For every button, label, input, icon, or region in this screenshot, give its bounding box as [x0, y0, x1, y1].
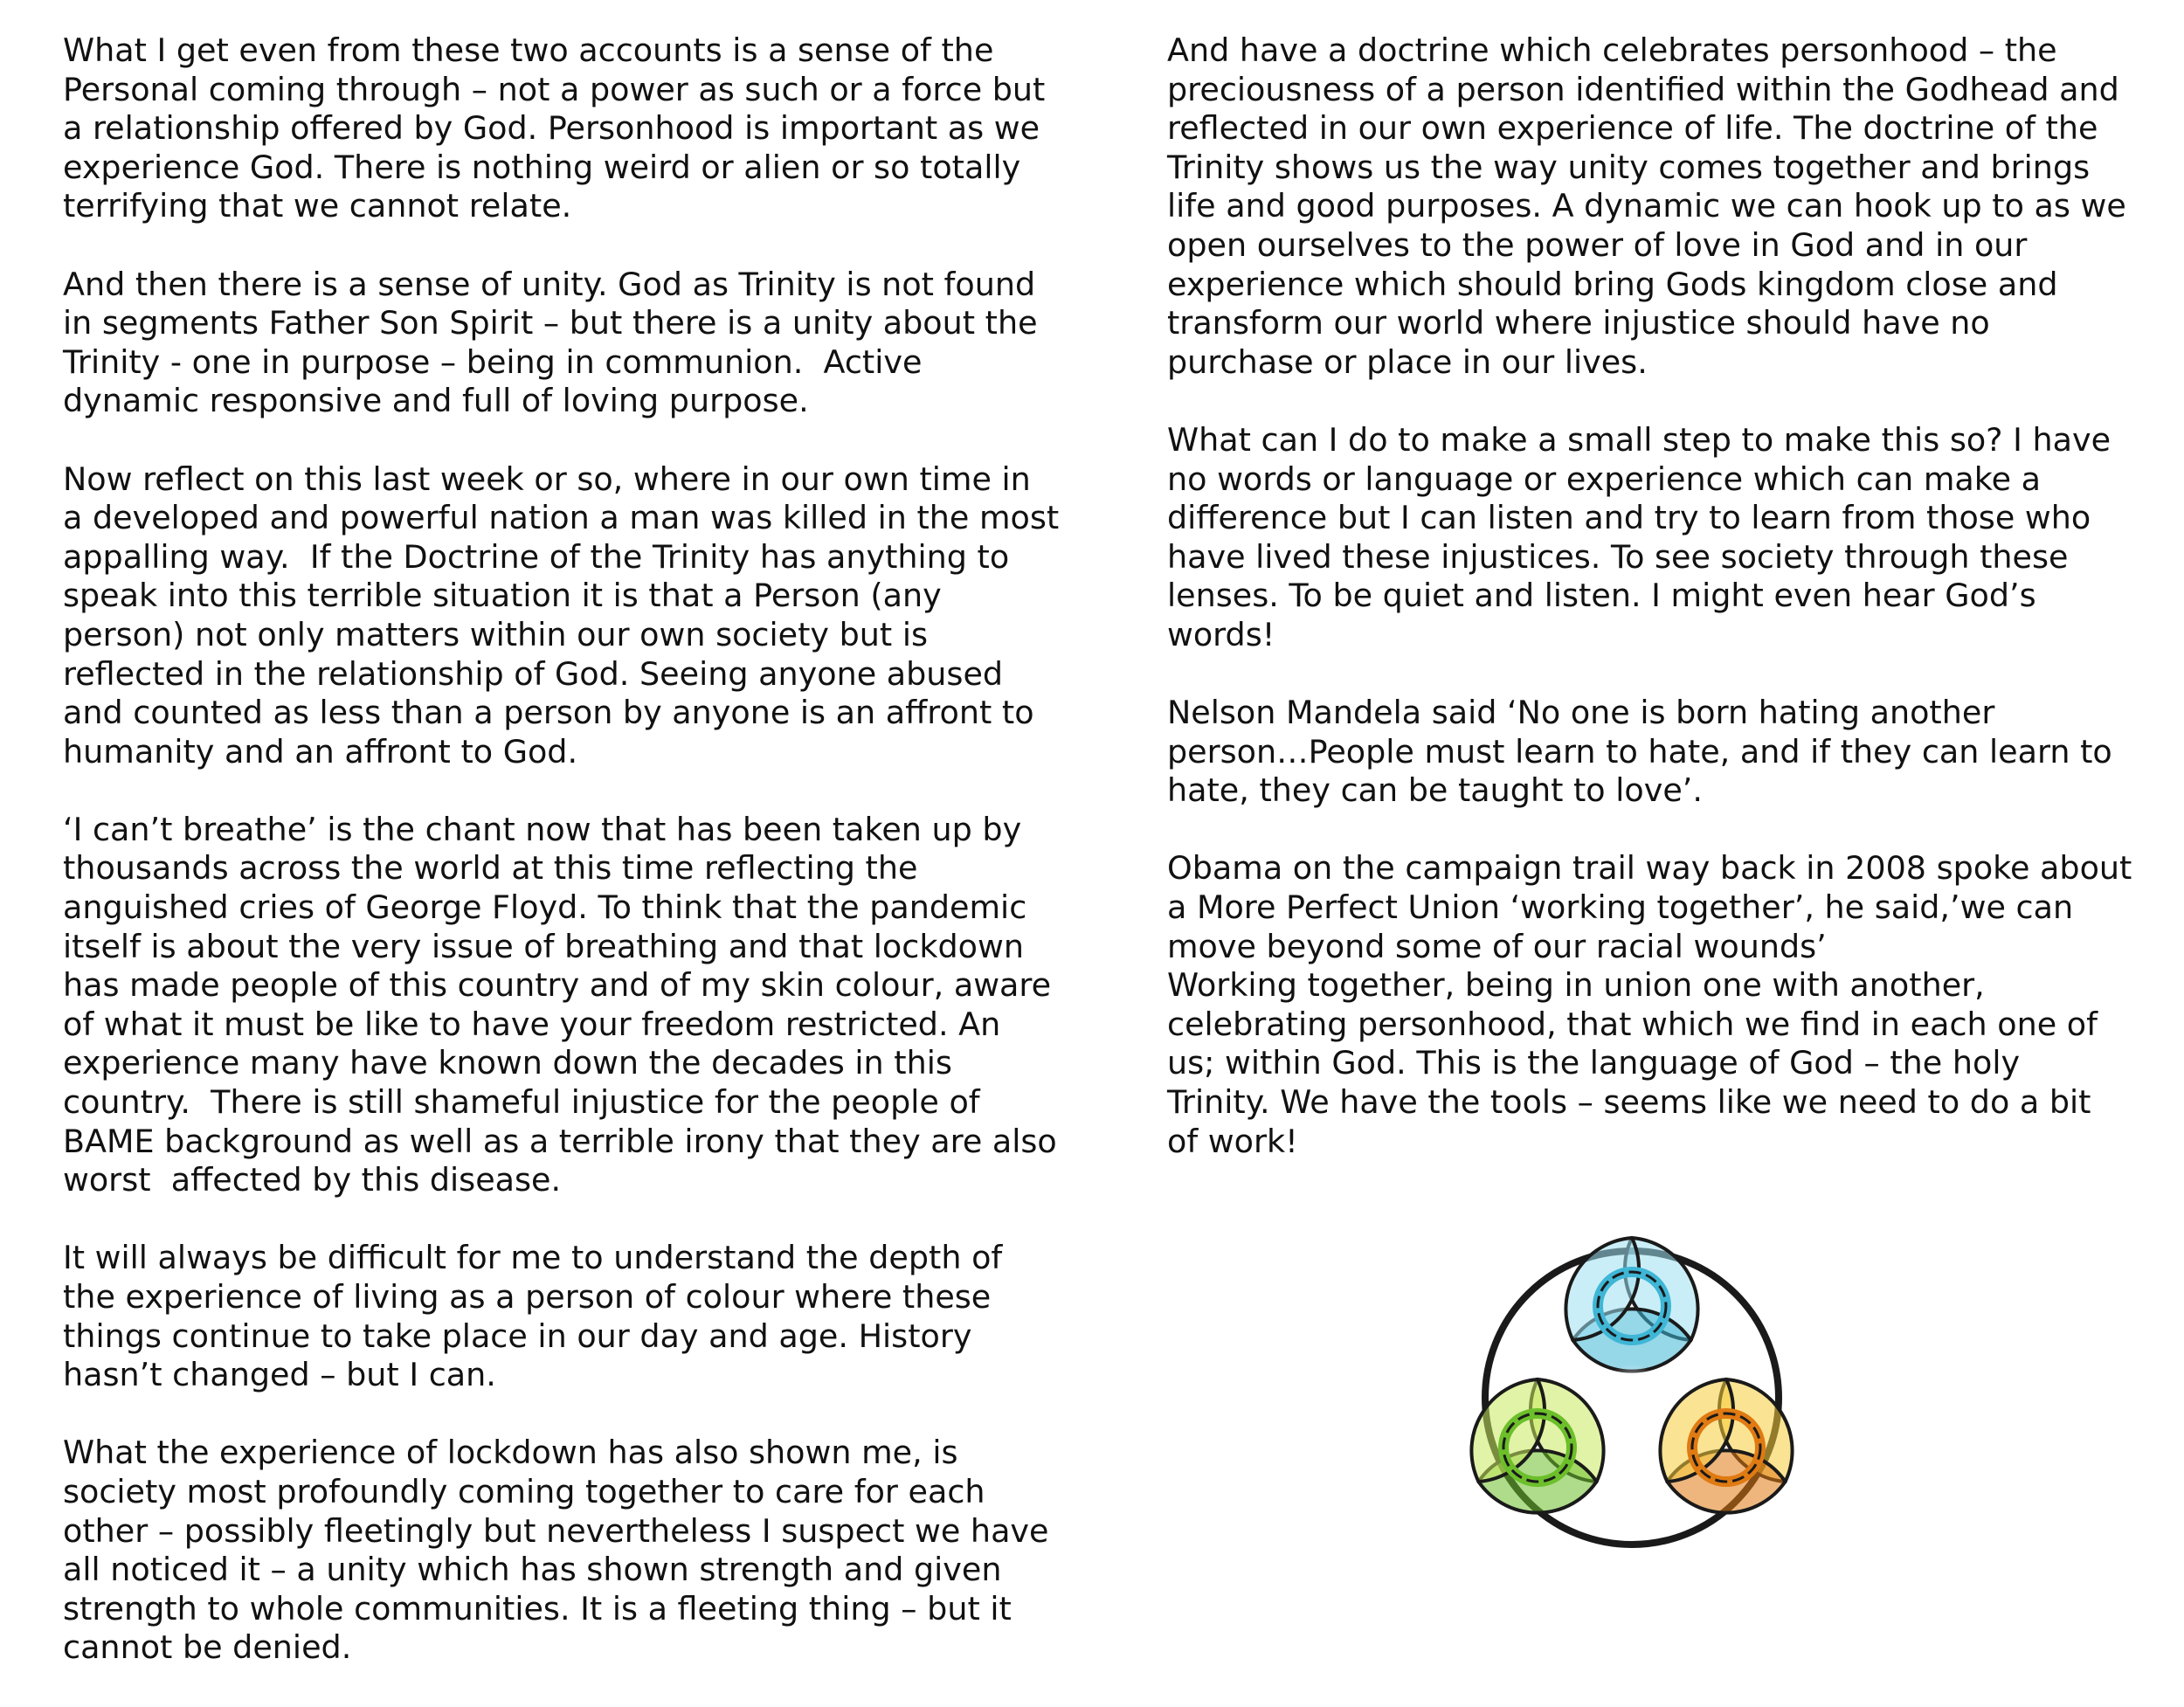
text-line: of work! — [1167, 1122, 1298, 1160]
text-line: reflected in our own experience of life. The doctrine of the — [1167, 109, 2098, 148]
text-line: society most profoundly coming together to care for each — [63, 1472, 985, 1510]
text-line: a relationship offered by God. Personhood is important as we — [63, 109, 1040, 148]
text-line: What I get even from these two accounts is a sense of the — [63, 31, 994, 69]
text-line: purchase or place in our lives. — [1167, 342, 1648, 381]
knot-lobe-left — [1471, 1379, 1603, 1513]
knot-center-glow — [1602, 1364, 1662, 1423]
text-line: celebrating personhood, that which we find in each one of — [1167, 1005, 2098, 1043]
text-line: reflected in the relationship of God. Seeing anyone abused — [63, 654, 1004, 693]
paragraph — [1167, 31, 2172, 382]
text-line: terrifying that we cannot relate. — [63, 187, 572, 225]
text-line: a developed and powerful nation a man was killed in the most — [63, 499, 1060, 537]
paragraph — [63, 460, 1094, 772]
text-line: country. There is still shameful injustice for the people of — [63, 1083, 980, 1122]
right-column — [1167, 31, 2172, 1200]
text-line: Trinity. We have the tools – seems like we need to do a bit — [1167, 1083, 2091, 1122]
text-line: speak into this terrible situation it is that a Person (any — [63, 577, 942, 615]
text-line: the experience of living as a person of colour where these — [63, 1278, 992, 1316]
text-line: Trinity shows us the way unity comes together and brings — [1167, 148, 2091, 186]
text-line: us; within God. This is the language of God – the holy — [1167, 1044, 2021, 1082]
text-line: in segments Father Son Spirit – but there is a unity about the — [63, 304, 1038, 342]
text-line: itself is about the very issue of breathing and that lockdown — [63, 927, 1024, 965]
text-line: worst affected by this disease. — [63, 1161, 562, 1199]
text-line: all noticed it – a unity which has shown strength and given — [63, 1551, 1002, 1589]
text-line: experience God. There is nothing weird or alien or so totally — [63, 148, 1021, 186]
text-line: strength to whole communities. It is a fleeting thing – but it — [63, 1589, 1012, 1628]
text-line: words! — [1167, 615, 1275, 653]
text-line: Obama on the campaign trail way back in 2008 spoke about — [1167, 849, 2132, 888]
knot-lobe-right — [1660, 1379, 1792, 1513]
text-line: of what it must be like to have your freedom restricted. An — [63, 1005, 1001, 1043]
paragraph — [1167, 694, 2172, 811]
text-line: anguished cries of George Floyd. To think that the pandemic — [63, 888, 1027, 927]
text-line: What can I do to make a small step to make this so? I have — [1167, 420, 2111, 459]
paragraph — [63, 1434, 1094, 1668]
text-line: humanity and an affront to God. — [63, 732, 578, 771]
text-line: experience many have known down the decades in this — [63, 1044, 952, 1082]
text-line: Now reflect on this last week or so, where in our own time in — [63, 460, 1031, 498]
text-line: And have a doctrine which celebrates personhood – the — [1167, 31, 2057, 69]
text-line: have lived these injustices. To see society through these — [1167, 537, 2069, 576]
text-line: no words or language or experience which can make a — [1167, 460, 2042, 498]
text-line: Trinity - one in purpose – being in communion. Active — [63, 342, 923, 381]
text-line: hasn’t changed – but I can. — [63, 1356, 496, 1394]
text-line: What the experience of lockdown has also shown me, is — [63, 1434, 958, 1472]
text-line: thousands across the world at this time reflecting the — [63, 849, 918, 888]
text-line: person) not only matters within our own society but is — [63, 615, 928, 653]
paragraph — [1167, 849, 2172, 1161]
text-line: transform our world where injustice should have no — [1167, 304, 1990, 342]
celtic-trinity-knot-icon — [1433, 1219, 1835, 1586]
text-line: lenses. To be quiet and listen. I might even hear God’s — [1167, 577, 2036, 615]
text-line: BAME background as well as a terrible irony that they are also — [63, 1122, 1057, 1160]
text-line: dynamic responsive and full of loving purpose. — [63, 382, 809, 420]
paragraph — [63, 1239, 1094, 1394]
text-line: difference but I can listen and try to learn from those who — [1167, 499, 2091, 537]
knot-lobe-top — [1565, 1238, 1697, 1372]
paragraph — [63, 811, 1094, 1200]
text-line: Nelson Mandela said ‘No one is born hating another — [1167, 694, 1995, 732]
text-line: move beyond some of our racial wounds’ — [1167, 927, 1827, 965]
text-line: person…People must learn to hate, and if they can learn to — [1167, 732, 2112, 771]
paragraph — [1167, 421, 2172, 655]
left-column — [63, 31, 1094, 1707]
text-line: cannot be denied. — [63, 1628, 352, 1667]
text-line: experience which should bring Gods kingdom close and — [1167, 265, 2058, 303]
text-line: hate, they can be taught to love’. — [1167, 771, 1703, 810]
text-line: ‘I can’t breathe’ is the chant now that has been taken up by — [63, 810, 1022, 848]
text-line: a More Perfect Union ‘working together’, he said,’we can — [1167, 888, 2074, 927]
text-line: preciousness of a person identified within the Godhead and — [1167, 70, 2119, 108]
text-line: And then there is a sense of unity. God as Trinity is not found — [63, 265, 1036, 303]
text-line: other – possibly fleetingly but nevertheless I suspect we have — [63, 1511, 1049, 1550]
text-line: open ourselves to the power of love in God and in our — [1167, 225, 2028, 264]
text-line: It will always be difficult for me to understand the depth of — [63, 1239, 1003, 1277]
text-line: Working together, being in union one with another, — [1167, 966, 1985, 1005]
text-line: appalling way. If the Doctrine of the Trinity has anything to — [63, 537, 1010, 576]
paragraph — [63, 31, 1094, 226]
text-line: and counted as less than a person by anyone is an affront to — [63, 694, 1034, 732]
text-line: things continue to take place in our day and age. History — [63, 1317, 972, 1355]
text-line: life and good purposes. A dynamic we can hook up to as we — [1167, 187, 2126, 225]
text-line: has made people of this country and of my skin colour, aware — [63, 966, 1052, 1005]
text-line: Personal coming through – not a power as such or a force but — [63, 70, 1046, 108]
paragraph — [63, 266, 1094, 421]
